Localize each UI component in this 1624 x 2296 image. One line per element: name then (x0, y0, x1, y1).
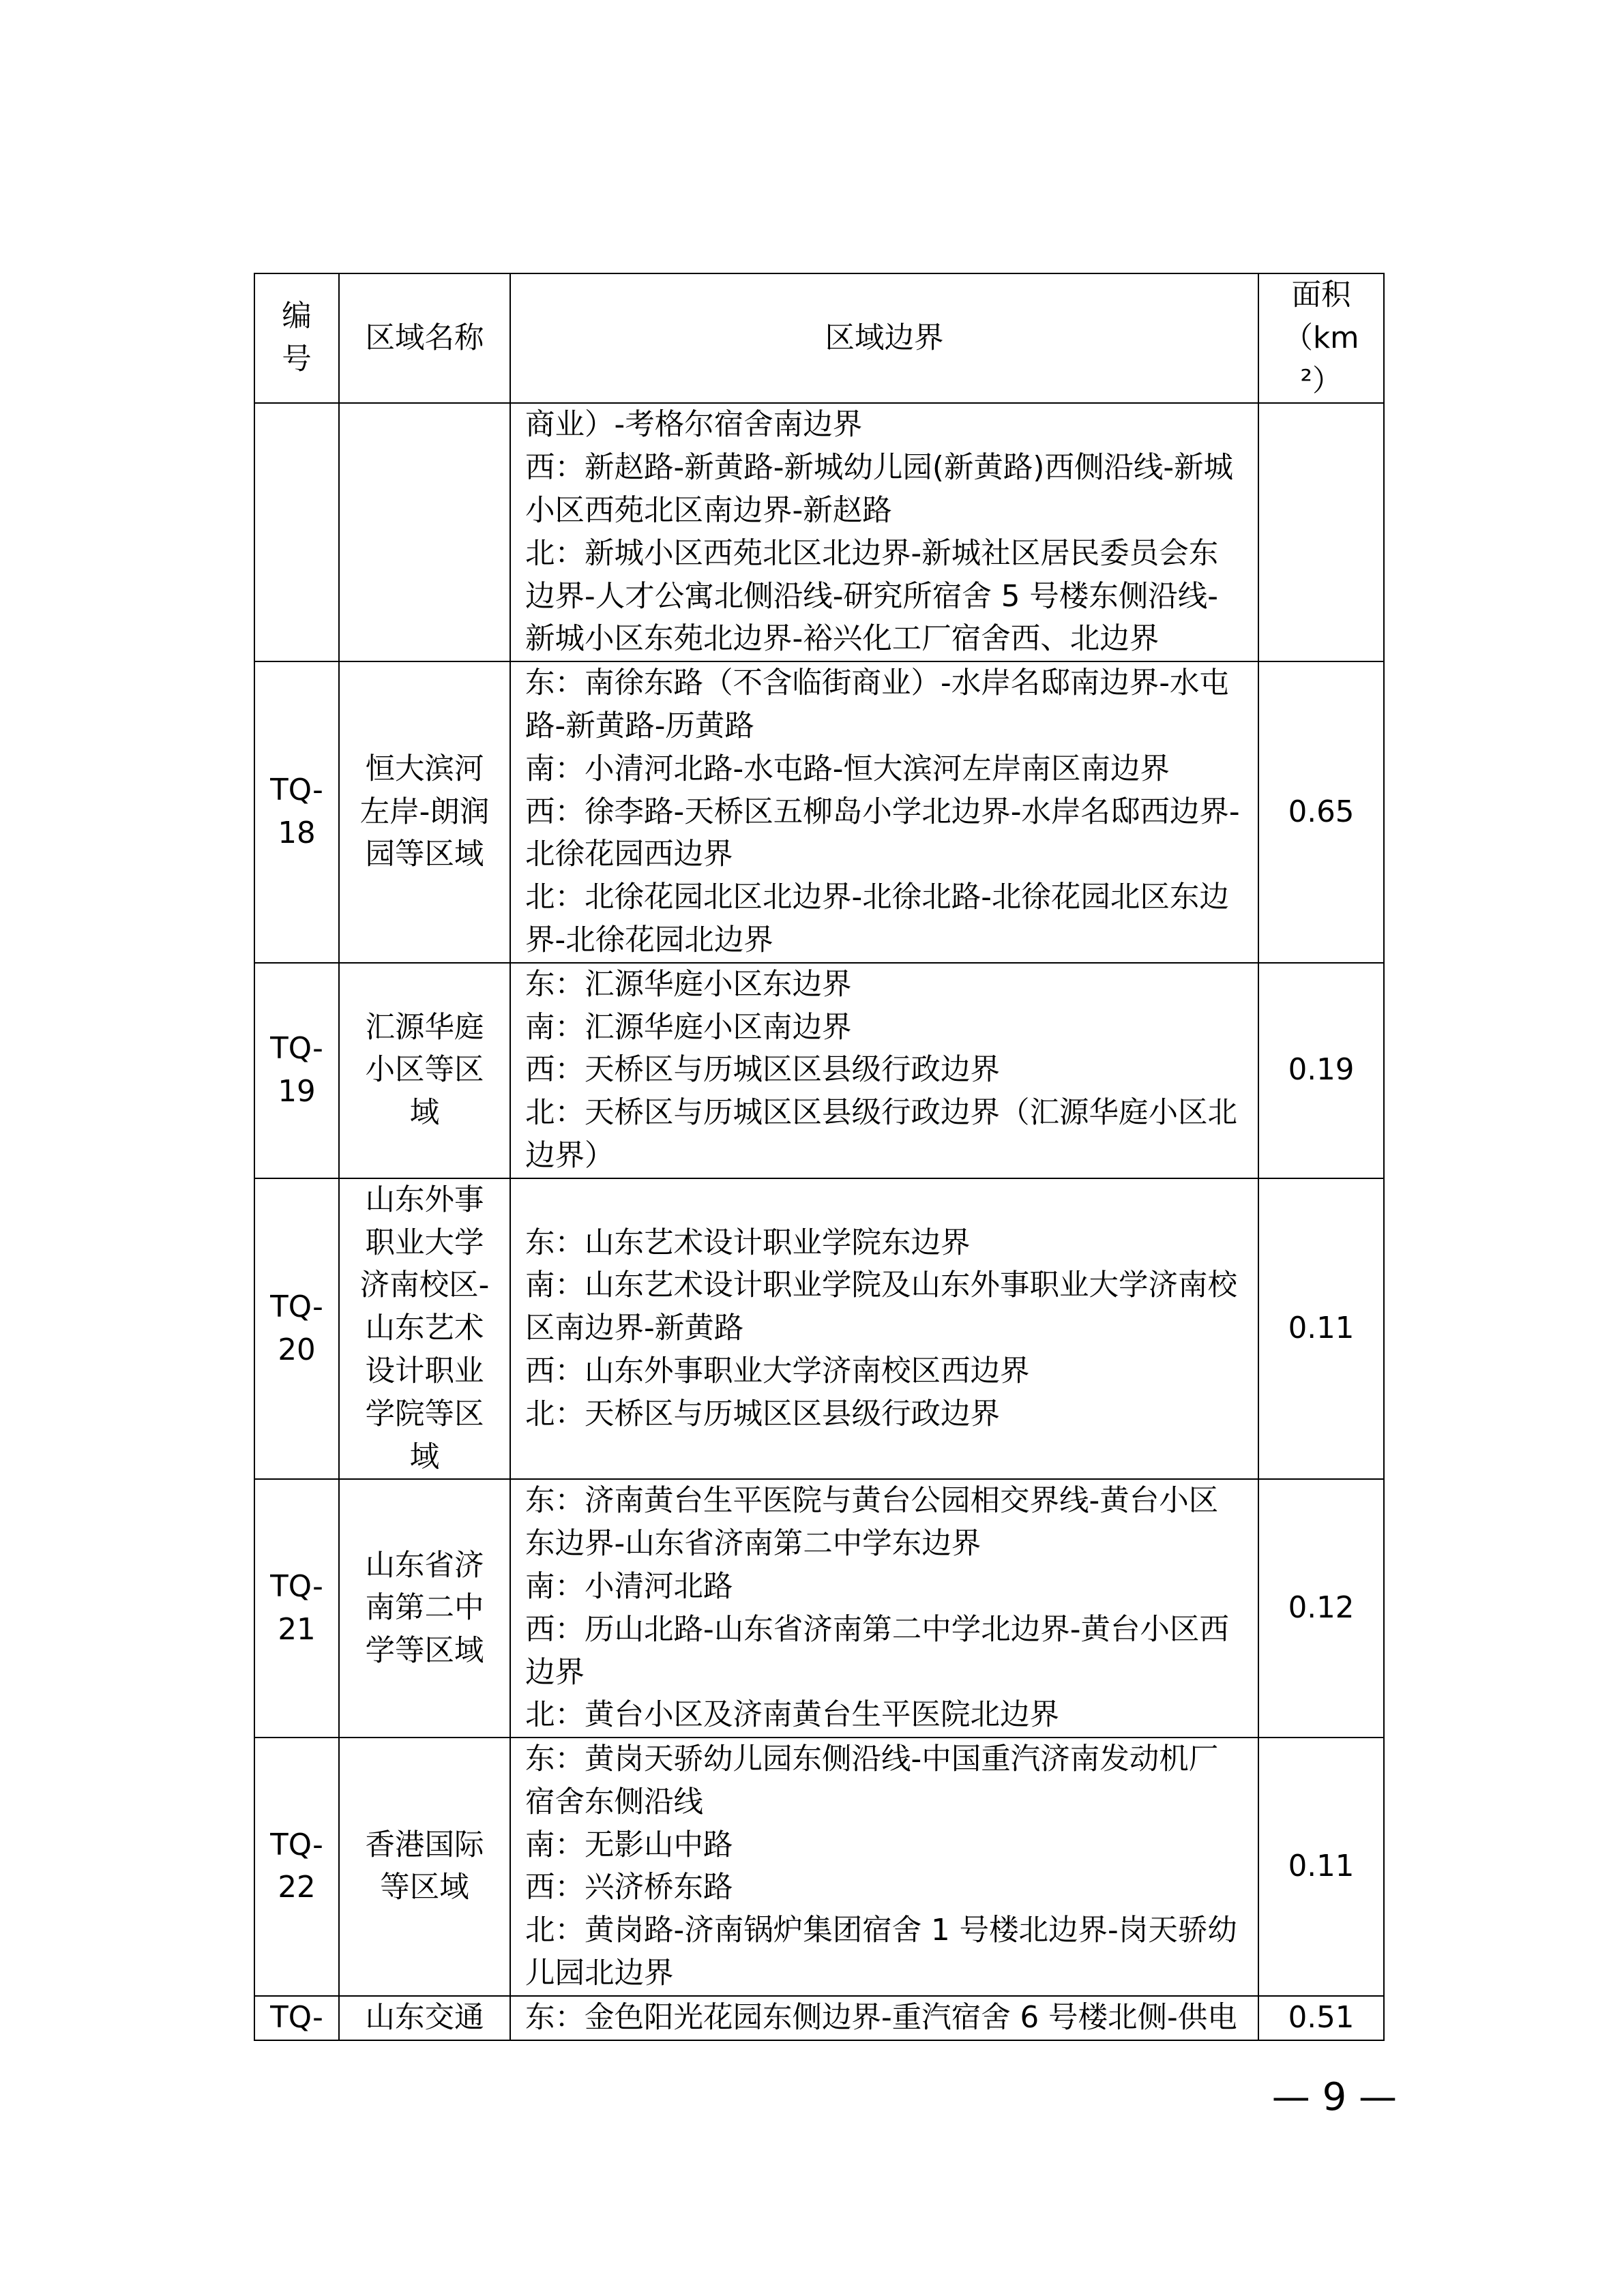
row-boundary (510, 403, 1258, 661)
boundary-south: 南：山东艺术设计职业学院及山东外事职业大学济南校区南边界-新黄路 (525, 1268, 1237, 1346)
regions-table (254, 273, 1385, 2041)
boundary-east: 东：汇源华庭小区东边界 (525, 967, 852, 1002)
row-boundary (510, 1178, 1258, 1480)
row-area: 0.51 (1258, 1996, 1384, 2040)
table-row (254, 1178, 1384, 1480)
row-number: TQ-19 (254, 963, 339, 1178)
row-number (254, 403, 339, 661)
boundary-south: 南：无影山中路 (525, 1828, 733, 1862)
boundary-east: 东：黄岗天骄幼儿园东侧沿线-中国重汽济南发动机厂宿舍东侧沿线 (525, 1742, 1219, 1819)
boundary-west: 西：历山北路-山东省济南第二中学北边界-黄台小区西边界 (525, 1612, 1229, 1690)
row-region-name: 香港国际等区域 (339, 1738, 510, 1996)
row-region-name (339, 403, 510, 661)
row-area: 0.65 (1258, 661, 1384, 963)
boundary-north: 北：黄岗路-济南锅炉集团宿舍 1 号楼北边界-岗天骄幼儿园北边界 (525, 1913, 1237, 1991)
boundary-east: 东：南徐东路（不含临街商业）-水岸名邸南边界-水屯路-新黄路-历黄路 (525, 666, 1229, 743)
boundary-east: 东：济南黄台生平医院与黄台公园相交界线-黄台小区东边界-山东省济南第二中学东边界 (525, 1484, 1219, 1562)
boundary-west: 西：山东外事职业大学济南校区西边界 (525, 1354, 1030, 1388)
row-boundary (510, 1996, 1258, 2040)
row-region-name: 山东外事职业大学济南校区-山东艺术设计职业学院等区域 (339, 1178, 510, 1480)
row-boundary (510, 1738, 1258, 1996)
boundary-north: 北：北徐花园北区北边界-北徐北路-北徐花园北区东边界-北徐花园北边界 (525, 880, 1229, 957)
page-number: — 9 — (1271, 2075, 1397, 2119)
row-number: TQ-20 (254, 1178, 339, 1480)
header-region-boundary: 区域边界 (510, 273, 1258, 403)
row-boundary (510, 963, 1258, 1178)
row-region-name: 汇源华庭小区等区域 (339, 963, 510, 1178)
boundary-west: 西：天桥区与历城区区县级行政边界 (525, 1053, 1000, 1088)
row-region-name: 山东省济南第二中学等区域 (339, 1479, 510, 1738)
row-area: 0.19 (1258, 963, 1384, 1178)
boundary-line: 西：新赵路-新黄路-新城幼儿园(新黄路)西侧沿线-新城小区西苑北区南边界-新赵路 (525, 451, 1234, 528)
table-row (254, 963, 1384, 1178)
table-row (254, 1479, 1384, 1738)
row-number: TQ-18 (254, 661, 339, 963)
row-area: 0.11 (1258, 1738, 1384, 1996)
boundary-west: 西：兴济桥东路 (525, 1870, 733, 1905)
header-area: 面积（km²） (1258, 273, 1384, 403)
boundary-line: 北：新城小区西苑北区北边界-新城社区居民委员会东边界-人才公寓北侧沿线-研究所宿舍 5 号楼东侧沿线-新城小区东苑北边界-裕兴化工厂宿舍西、北边界 (525, 536, 1219, 657)
row-number: TQ-22 (254, 1738, 339, 1996)
table-row (254, 661, 1384, 963)
boundary-north: 北：天桥区与历城区区县级行政边界（汇源华庭小区北边界） (525, 1096, 1237, 1173)
table-row (254, 1996, 1384, 2040)
table-row (254, 1738, 1384, 1996)
row-number: TQ-21 (254, 1479, 339, 1738)
row-number: TQ- (254, 1996, 339, 2040)
row-area: 0.12 (1258, 1479, 1384, 1738)
header-number: 编号 (254, 273, 339, 403)
boundary-line: 商业）-考格尔宿舍南边界 (525, 408, 863, 443)
row-boundary (510, 1479, 1258, 1738)
boundary-west: 西：徐李路-天桥区五柳岛小学北边界-水岸名邸西边界-北徐花园西边界 (525, 794, 1240, 872)
boundary-south: 南：汇源华庭小区南边界 (525, 1010, 852, 1045)
row-area: 0.11 (1258, 1178, 1384, 1480)
table-row (254, 403, 1384, 661)
boundary-north: 北：黄台小区及济南黄台生平医院北边界 (525, 1698, 1059, 1733)
row-region-name: 恒大滨河左岸-朗润园等区域 (339, 661, 510, 963)
boundary-south: 南：小清河北路-水屯路-恒大滨河左岸南区南边界 (525, 751, 1170, 786)
row-region-name: 山东交通 (339, 1996, 510, 2040)
row-boundary (510, 661, 1258, 963)
boundary-north: 北：天桥区与历城区区县级行政边界 (525, 1397, 1000, 1431)
header-row (254, 273, 1384, 403)
boundary-south: 南：小清河北路 (525, 1569, 733, 1604)
header-region-name: 区域名称 (339, 273, 510, 403)
boundary-east: 东：山东艺术设计职业学院东边界 (525, 1225, 971, 1260)
boundary-east: 东：金色阳光花园东侧边界-重汽宿舍 6 号楼北侧-供电 (525, 2000, 1237, 2035)
row-area (1258, 403, 1384, 661)
